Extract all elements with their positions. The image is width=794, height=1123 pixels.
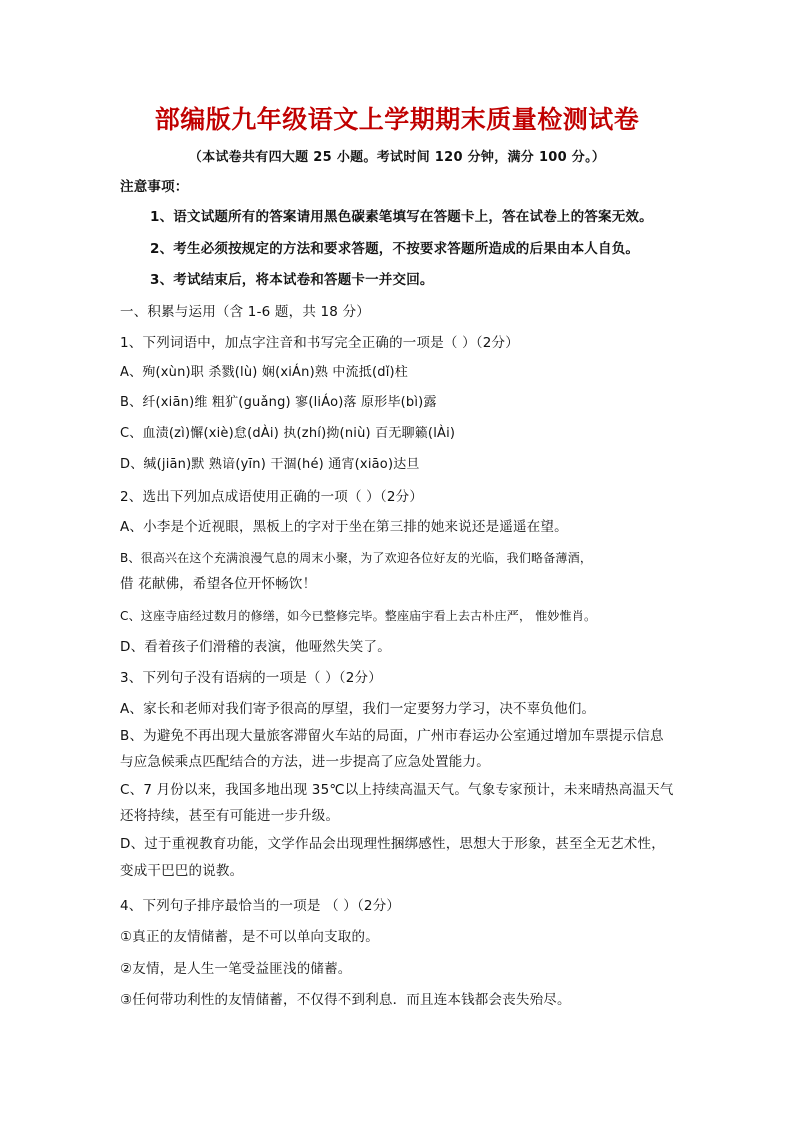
- q3-stem: 3、下列句子没有语病的一项是（ ）（2分）: [120, 670, 382, 686]
- note-item-1: 1、语文试题所有的答案请用黑色碳素笔填写在答题卡上，答在试卷上的答案无效。: [150, 209, 653, 225]
- q2-option-c: C、这座寺庙经过数月的修缮，如今已整修完毕。整座庙宇看上去古朴庄严， 惟妙惟肖。: [120, 609, 597, 623]
- q2-option-d: D、看着孩子们滑稽的表演，他哑然失笑了。: [120, 639, 391, 655]
- q4-stem: 4、下列句子排序最恰当的一项是 （ ）（2分）: [120, 898, 401, 914]
- q2-option-a: A、小李是个近视眼，黑板上的字对于坐在第三排的她来说还是遥遥在望。: [120, 519, 568, 535]
- notes-heading: 注意事项：: [120, 179, 189, 195]
- q3-option-c-line1: C、7 月份以来，我国多地出现 35℃以上持续高温天气。气象专家预计，未来晴热高温天气: [120, 782, 674, 798]
- q3-option-a: A、家长和老师对我们寄予很高的厚望，我们一定要努力学习，决不辜负他们。: [120, 701, 596, 717]
- q1-option-c: C、血渍(zì)懈(xiè)怠(dÀi) 执(zhí)拗(niù) 百无聊籁(lÀi): [120, 426, 456, 441]
- note-item-2: 2、考生必须按规定的方法和要求答题，不按要求答题所造成的后果由本人自负。: [150, 241, 640, 257]
- note-item-3: 3、考试结束后，将本试卷和答题卡一并交回。: [150, 272, 434, 288]
- q3-option-b-line2: 与应急候乘点匹配结合的方法，进一步提高了应急处置能力。: [120, 754, 490, 770]
- q2-option-b-line1: B、很高兴在这个充满浪漫气息的周末小聚，为了欢迎各位好友的光临，我们略备薄酒，: [120, 551, 593, 565]
- q4-sentence-2: ②友情，是人生一笔受益匪浅的储蓄。: [120, 961, 352, 977]
- q4-sentence-1: ①真正的友情储蓄，是不可以单向支取的。: [120, 929, 379, 945]
- q2-stem: 2、选出下列加点成语使用正确的一项（ ）（2分）: [120, 489, 424, 505]
- exam-info: （本试卷共有四大题 25 小题。考试时间 120 分钟，满分 100 分。）: [188, 150, 606, 165]
- q1-option-b: B、纤(xiān)维 粗犷(guǎng) 寥(liÁo)落 原形毕(bì)露: [120, 395, 437, 410]
- q3-option-d-line2: 变成干巴巴的说教。: [120, 863, 244, 879]
- q3-option-b-line1: B、为避免不再出现大量旅客滞留火车站的局面，广州市春运办公室通过增加车票提示信息: [120, 728, 664, 744]
- q1-stem: 1、下列词语中，加点字注音和书写完全正确的一项是（ ）（2分）: [120, 335, 519, 351]
- q3-option-c-line2: 还将持续，甚至有可能进一步升级。: [120, 808, 340, 824]
- q1-option-a: A、殉(xùn)职 杀戮(lù) 娴(xiÁn)熟 中流抵(dǐ)柱: [120, 365, 408, 380]
- q3-option-d-line1: D、过于重视教育功能，文学作品会出现理性捆绑感性，思想大于形象，甚至全无艺术性，: [120, 836, 665, 852]
- page-title: 部编版九年级语文上学期期末质量检测试卷: [154, 105, 640, 134]
- q2-option-b-line2: 借 花献佛，希望各位开怀畅饮！: [120, 576, 317, 592]
- q4-sentence-3: ③任何带功利性的友情储蓄，不仅得不到利息．而且连本钱都会丧失殆尽。: [120, 992, 571, 1008]
- q1-option-d: D、缄(jiān)默 熟谙(yīn) 干涸(hé) 通宵(xiāo)达旦: [120, 457, 420, 472]
- section-heading: 一、积累与运用（含 1-6 题，共 18 分）: [120, 304, 370, 320]
